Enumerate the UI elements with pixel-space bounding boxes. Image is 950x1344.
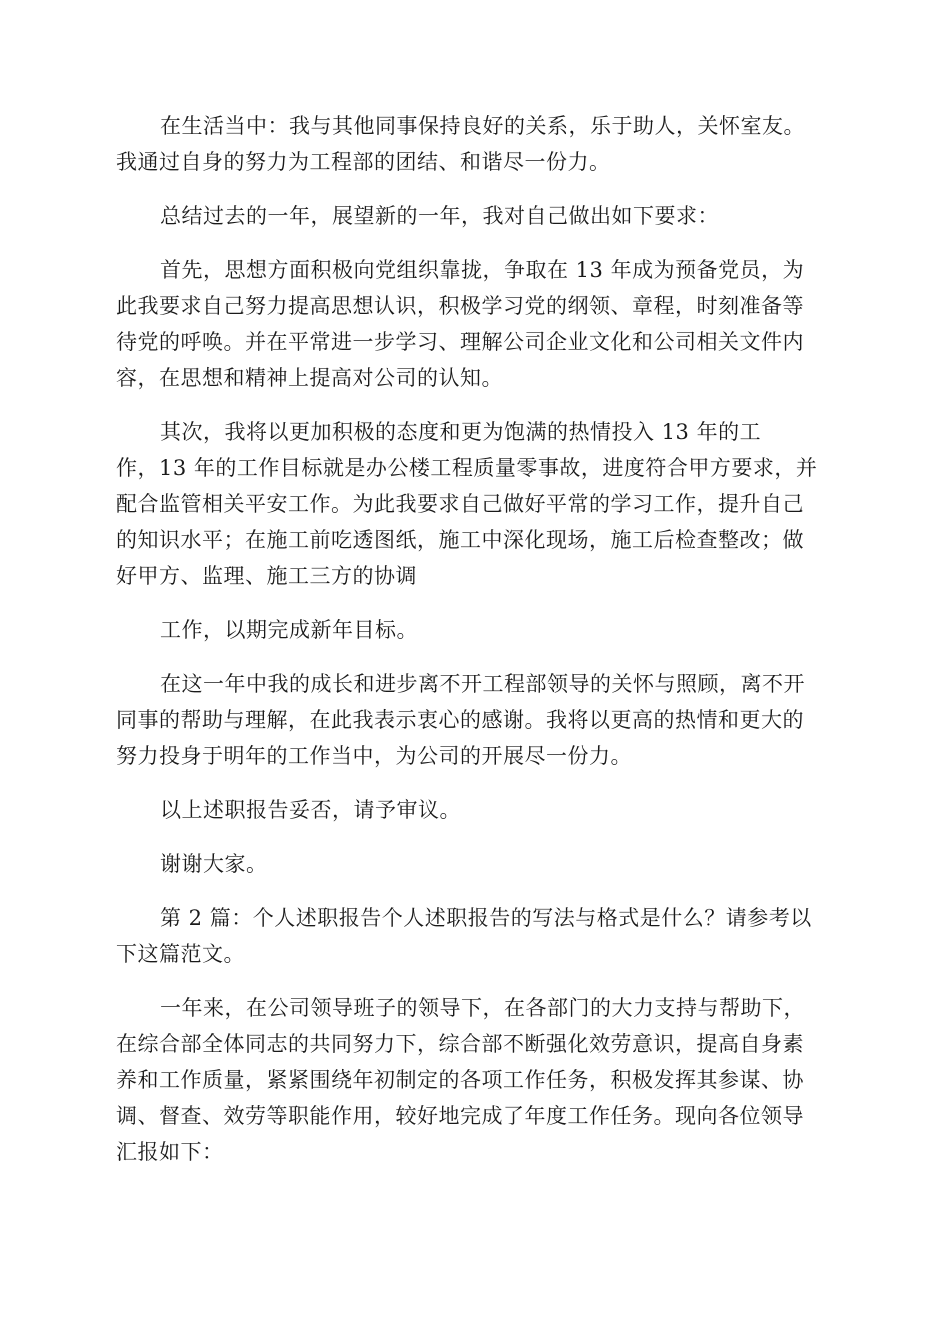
text-line: 以上述职报告妥否，请予审议。 bbox=[160, 798, 461, 822]
text-line: 下这篇范文。 bbox=[116, 942, 245, 966]
text-line: 养和工作质量，紧紧围绕年初制定的各项工作任务，积极发挥其参谋、协 bbox=[116, 1068, 804, 1092]
text-line: 在这一年中我的成长和进步离不开工程部领导的关怀与照顾，离不开 bbox=[160, 672, 805, 696]
text-line: 谢谢大家。 bbox=[160, 852, 268, 876]
text-line: 工作，以期完成新年目标。 bbox=[160, 618, 418, 642]
text-line: 一年来，在公司领导班子的领导下，在各部门的大力支持与帮助下， bbox=[160, 996, 805, 1020]
text-line: 调、督查、效劳等职能作用，较好地完成了年度工作任务。现向各位领导 bbox=[116, 1104, 804, 1128]
paragraph-article-2-heading bbox=[116, 900, 836, 972]
paragraph-thanks-growth bbox=[116, 666, 836, 774]
paragraph-first-requirement bbox=[116, 252, 836, 396]
paragraph-second-requirement bbox=[116, 414, 836, 594]
text-line: 我通过自身的努力为工程部的团结、和谐尽一份力。 bbox=[116, 150, 611, 174]
paragraph-thank-you bbox=[116, 846, 836, 882]
text-line: 总结过去的一年，展望新的一年，我对自己做出如下要求： bbox=[160, 204, 719, 228]
text-line: 在生活当中：我与其他同事保持良好的关系，乐于助人，关怀室友。 bbox=[160, 114, 805, 138]
text-line: 在综合部全体同志的共同努力下，综合部不断强化效劳意识，提高自身素 bbox=[116, 1032, 804, 1056]
text-line: 好甲方、监理、施工三方的协调 bbox=[116, 564, 417, 588]
paragraph-review-request bbox=[116, 792, 836, 828]
text-line: 配合监管相关平安工作。为此我要求自己做好平常的学习工作，提升自己 bbox=[116, 492, 804, 516]
text-line: 作，13 年的工作目标就是办公楼工程质量零事故，进度符合甲方要求，并 bbox=[116, 456, 818, 480]
text-line: 此我要求自己努力提高思想认识，积极学习党的纲领、章程，时刻准备等 bbox=[116, 294, 804, 318]
text-line: 的知识水平；在施工前吃透图纸，施工中深化现场，施工后检查整改；做 bbox=[116, 528, 804, 552]
text-line: 首先，思想方面积极向党组织靠拢，争取在 13 年成为预备党员，为 bbox=[160, 258, 805, 282]
text-line: 其次，我将以更加积极的态度和更为饱满的热情投入 13 年的工 bbox=[160, 420, 762, 444]
text-line: 同事的帮助与理解，在此我表示衷心的感谢。我将以更高的热情和更大的 bbox=[116, 708, 804, 732]
text-line: 第 2 篇：个人述职报告个人述职报告的写法与格式是什么？请参考以 bbox=[160, 906, 812, 930]
document-page bbox=[116, 108, 836, 1188]
paragraph-summary-intro bbox=[116, 198, 836, 234]
text-line: 努力投身于明年的工作当中，为公司的开展尽一份力。 bbox=[116, 744, 632, 768]
text-line: 待党的呼唤。并在平常进一步学习、理解公司企业文化和公司相关文件内 bbox=[116, 330, 804, 354]
paragraph-life-relations bbox=[116, 108, 836, 180]
text-line: 容，在思想和精神上提高对公司的认知。 bbox=[116, 366, 503, 390]
paragraph-article-2-intro bbox=[116, 990, 836, 1170]
text-line: 汇报如下： bbox=[116, 1140, 224, 1164]
paragraph-goal-completion bbox=[116, 612, 836, 648]
